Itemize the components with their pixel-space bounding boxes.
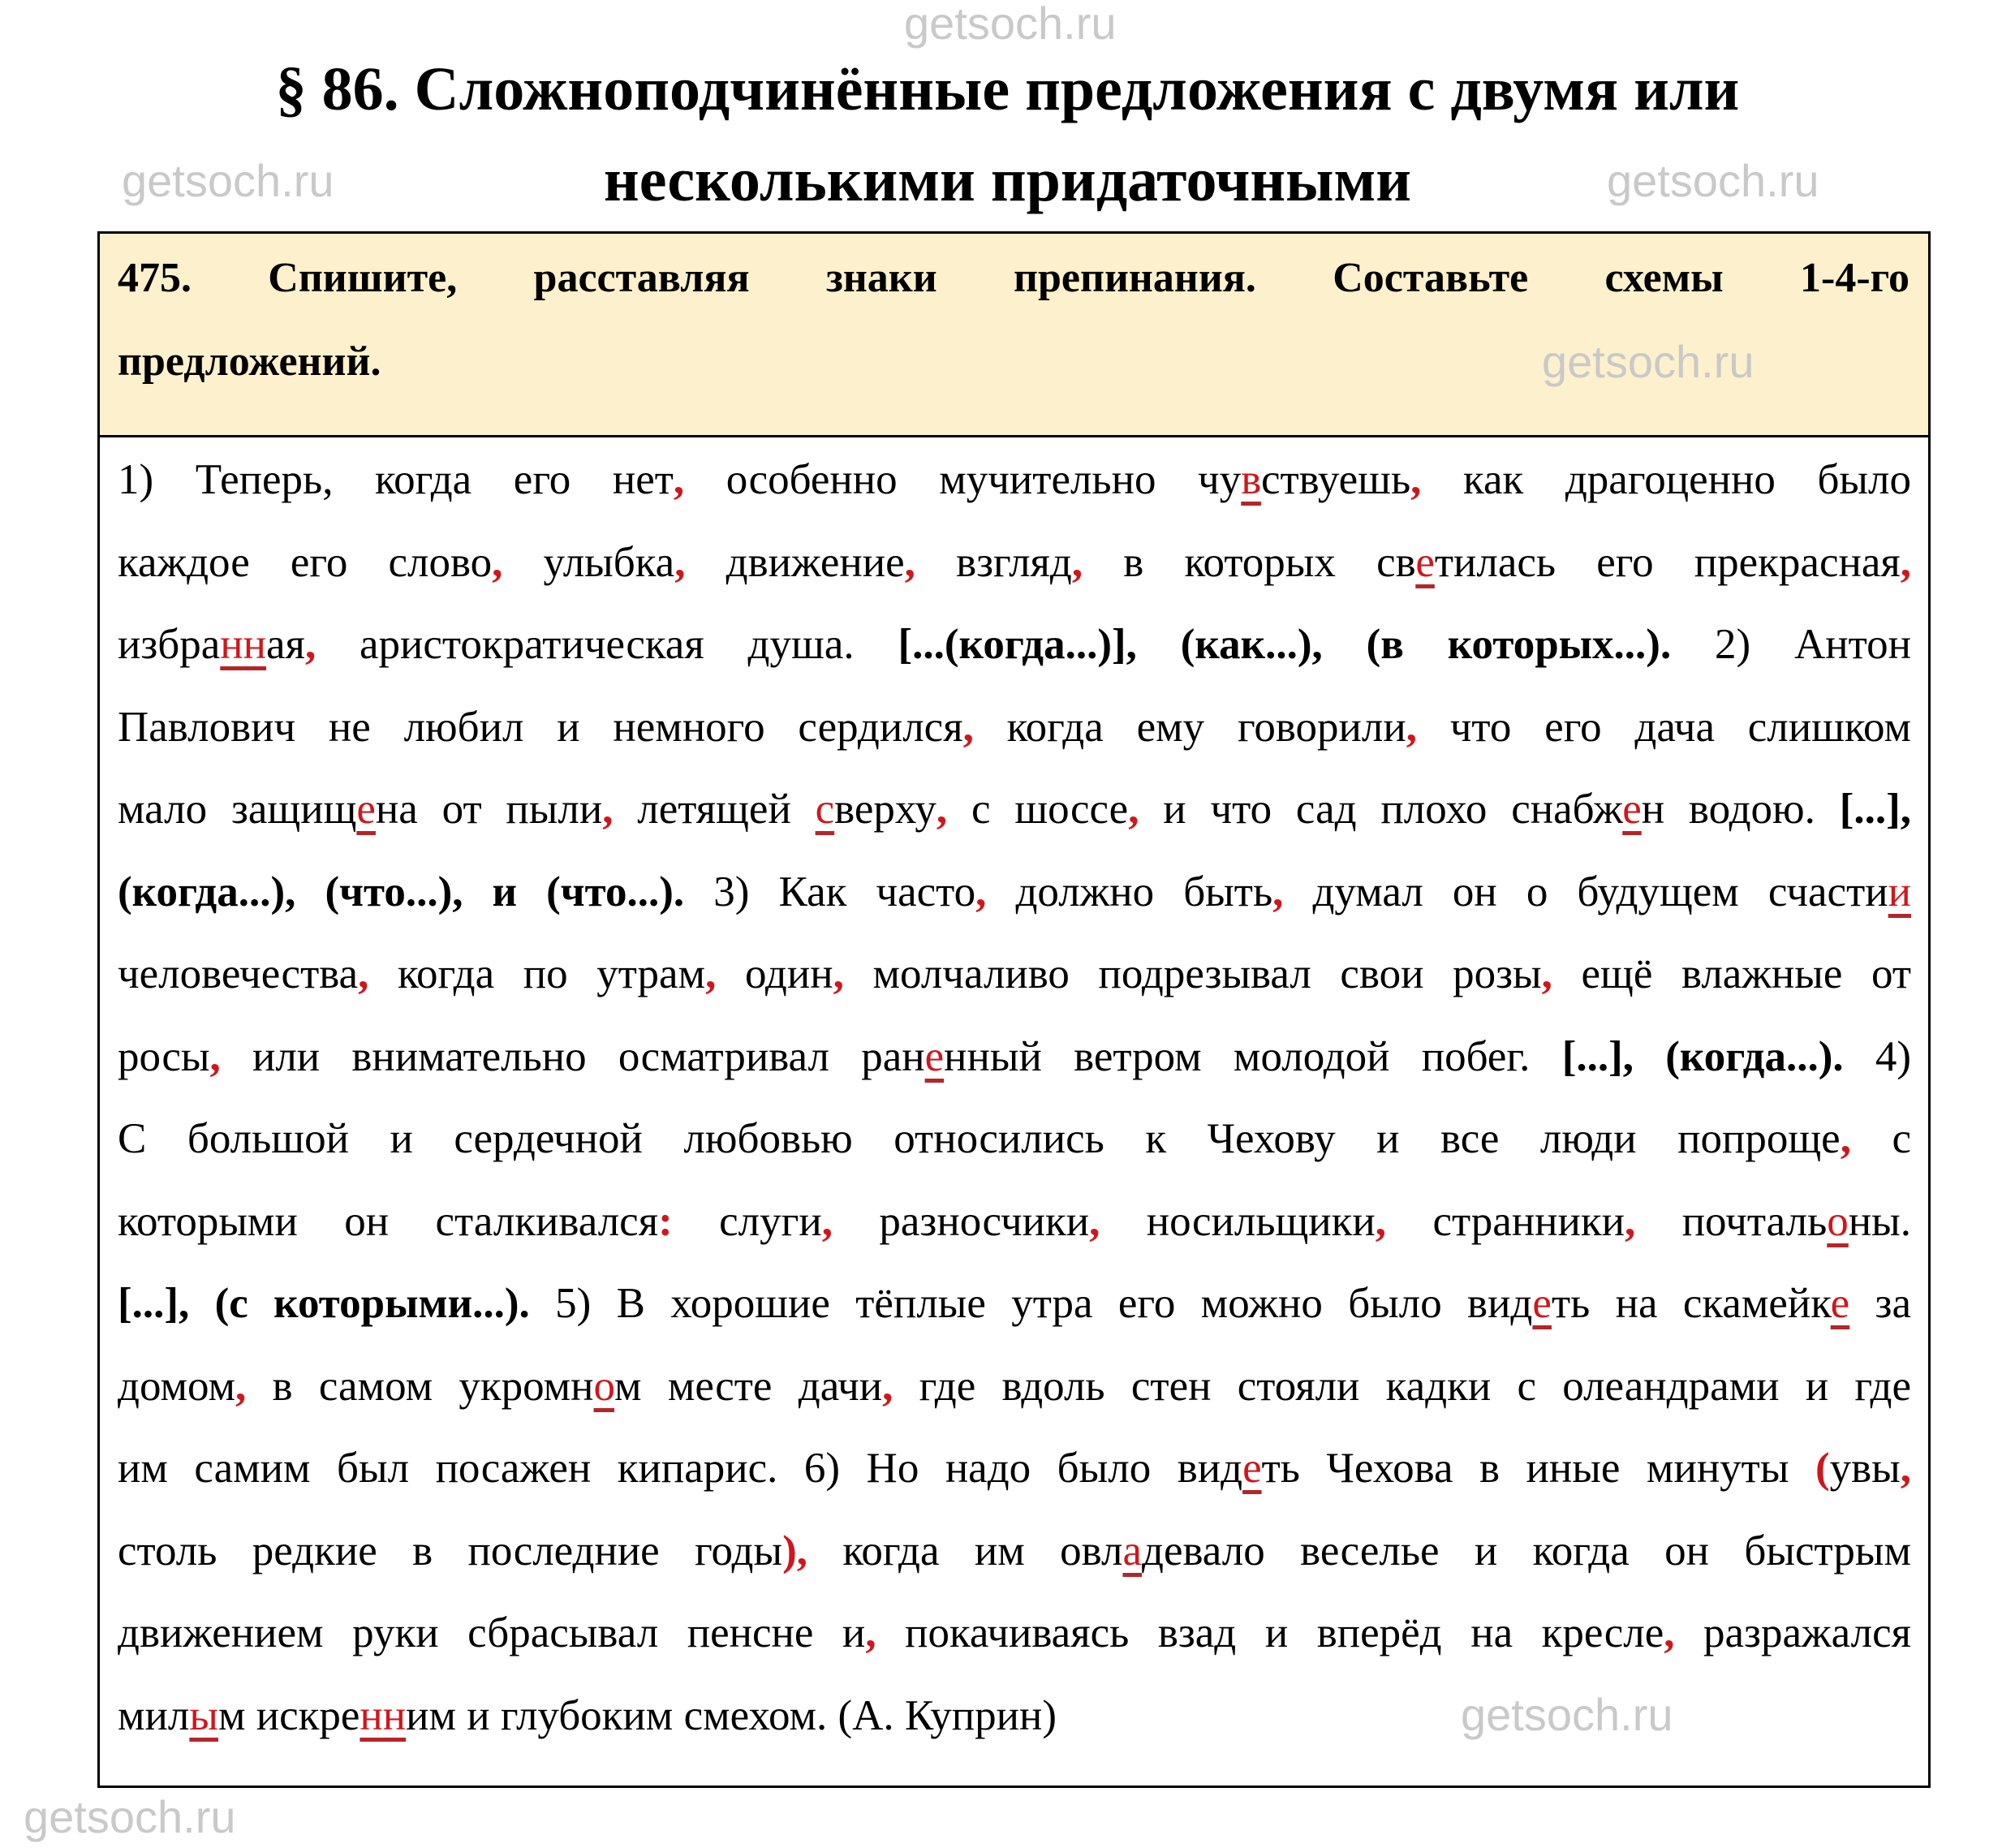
text-line [118,439,1911,522]
scheme-segment: [...], [1839,786,1912,833]
text-segment: с шоссе [947,786,1129,833]
text-segment: им и глубоким смехом. (А. Куприн) [406,1691,1057,1739]
corrected-letter: е [356,786,376,833]
text-line [118,1263,1911,1346]
text-segment: и что сад плохо снабж [1139,786,1623,833]
text-segment: верху [834,786,936,833]
text-segment: С большой и сердечной любовью относились к Чехову и все люди попроще [118,1115,1841,1162]
text-segment: один [716,950,833,997]
text-line [118,1675,1057,1758]
text-segment: Павлович не любил и немного сердился [118,703,963,751]
watermark: getsoch.ru [24,1791,236,1842]
text-segment: домом [118,1362,236,1410]
text-segment: нный ветром молодой побег. [944,1032,1562,1080]
text-segment: которыми он сталкивался [118,1197,659,1245]
inserted-punctuation: , [1664,1609,1675,1656]
text-segment: в которых св [1083,538,1416,586]
inserted-punctuation: , [674,538,686,586]
text-segment: улыбка [502,538,675,586]
text-line [118,1510,1911,1593]
text-line [118,933,1911,1016]
inserted-punctuation: , [304,621,316,668]
watermark: getsoch.ru [122,155,334,206]
scheme-segment: (когда...), (что...), и (что...). [118,868,685,915]
inserted-punctuation: , [821,1197,833,1245]
inserted-punctuation: , [235,1362,247,1410]
page-title-line-1: § 86. Сложноподчинённые предложения с двумя или [275,55,1740,123]
corrected-letter: е [1622,786,1642,833]
text-segment: увы [1829,1445,1901,1492]
text-segment: думал он о будущем счасти [1283,868,1888,915]
exercise-answer-text [118,439,1911,1757]
text-segment: ещё влажные от [1552,950,1911,997]
text-line [118,1016,1911,1099]
text-segment: когда им овл [807,1527,1123,1574]
text-segment: носильщики [1100,1197,1376,1245]
corrected-letter: о [593,1362,615,1410]
text-segment: разносчики [832,1197,1090,1245]
inserted-punctuation: , [1410,456,1422,503]
text-line [118,604,1911,687]
text-segment: каждое его слово [118,538,493,586]
corrected-letter: а [1122,1527,1142,1574]
text-segment: молчаливо подрезывал свои розы [843,950,1542,997]
text-segment: 4) [1843,1032,1912,1080]
inserted-punctuation: , [705,950,717,997]
text-line [118,769,1911,851]
corrected-letter: е [924,1032,945,1080]
text-segment: где вдоль стен стояли кадки с олеандрами и где [893,1362,1911,1410]
inserted-punctuation: , [975,868,987,915]
text-line [118,522,1911,605]
text-segment: на от пыли [375,786,603,833]
text-segment: когда по утрам [368,950,706,997]
watermark: getsoch.ru [1607,155,1819,206]
scheme-segment: [...(когда...)], (как...), (в которых...). [898,621,1672,668]
inserted-punctuation: , [936,786,948,833]
text-segment: ны. [1848,1197,1911,1245]
inserted-punctuation: , [358,950,369,997]
text-segment: странники [1386,1197,1625,1245]
task-text-line-1: 475. Спишите, расставляя знаки препинания. Составьте схемы 1-4-го [118,255,1910,301]
text-segment: ть Чехова в иные минуты [1261,1445,1815,1492]
text-segment: как драгоценно было [1421,456,1911,503]
text-segment: человечества [118,950,359,997]
text-segment: им самим был посажен кипарис. 6) Но надо было вид [118,1445,1243,1492]
text-segment: особенно мучительно чу [684,456,1242,503]
text-segment: 3) Как часто [684,868,976,915]
inserted-punctuation: , [1375,1197,1387,1245]
corrected-letter: е [1415,538,1435,586]
text-segment: 5) В хорошие тёплые утра его можно было вид [529,1280,1533,1327]
scheme-segment: [...], (с которыми...). [118,1280,530,1327]
text-segment: мил [118,1691,190,1739]
inserted-punctuation: , [882,1362,893,1410]
text-segment: м месте дачи [614,1362,883,1410]
text-segment: или внимательно осматривал ран [220,1032,925,1080]
inserted-punctuation: , [1541,950,1552,997]
task-header [100,234,1928,437]
text-segment: избра [118,621,221,668]
text-segment: девало веселье и когда он быстрым [1141,1527,1911,1574]
text-segment: с [1850,1115,1912,1162]
corrected-letter: в [1241,456,1261,503]
text-segment: движением руки сбрасывал пенсне и [118,1609,866,1656]
corrected-letter: нн [220,621,267,668]
inserted-punctuation: , [1128,786,1139,833]
inserted-punctuation: ( [1815,1445,1830,1492]
inserted-punctuation: , [1089,1197,1100,1245]
text-line [118,687,1911,769]
text-line [118,851,1911,934]
corrected-letter: ы [189,1691,218,1739]
text-segment: аристократическая душа. [316,621,898,668]
task-text-line-2: предложений. [118,338,381,385]
text-line [118,1592,1911,1675]
corrected-letter: о [1827,1197,1849,1245]
inserted-punctuation: , [1272,868,1284,915]
text-segment: слуги [672,1197,822,1245]
text-segment: м искре [217,1691,360,1739]
watermark: getsoch.ru [1542,336,1755,387]
text-segment: тилась его прекрасная [1434,538,1901,586]
inserted-punctuation: , [1900,538,1911,586]
text-line [118,1181,1911,1264]
text-segment: когда ему говорили [973,703,1406,751]
inserted-punctuation: , [833,950,844,997]
corrected-letter: нн [360,1691,407,1739]
watermark: getsoch.ru [1461,1689,1673,1740]
inserted-punctuation: , [865,1609,876,1656]
inserted-punctuation: , [1625,1197,1636,1245]
text-segment: 2) Антон [1671,621,1911,668]
inserted-punctuation: , [1406,703,1417,751]
text-segment: н водою. [1641,786,1840,833]
corrected-letter: е [1532,1280,1552,1327]
inserted-punctuation: , [904,538,915,586]
inserted-punctuation: , [1071,538,1083,586]
text-segment: должно быть [986,868,1273,915]
watermark: getsoch.ru [904,0,1117,49]
text-segment: покачиваясь взад и вперёд на кресле [876,1609,1664,1656]
inserted-punctuation: , [492,538,503,586]
text-segment: в самом укромн [246,1362,594,1410]
corrected-letter: е [1242,1445,1262,1492]
inserted-punctuation: , [602,786,614,833]
text-segment: ствуешь [1260,456,1411,503]
corrected-letter: с [815,786,835,833]
text-segment: почталь [1635,1197,1828,1245]
text-segment: 1) Теперь, когда его нет [118,456,674,503]
inserted-punctuation: ), [782,1527,807,1574]
inserted-punctuation: , [209,1032,221,1080]
inserted-punctuation: , [1900,1445,1912,1492]
text-segment: мало защищ [118,786,357,833]
text-segment: ая [266,621,305,668]
text-segment: росы [118,1032,210,1080]
page-title-line-2: несколькими придаточными [603,146,1412,214]
text-line [118,1098,1911,1181]
corrected-letter: и [1888,868,1911,915]
inserted-punctuation: : [658,1197,673,1245]
exercise-box [97,231,1931,1788]
text-segment: движение [685,538,905,586]
inserted-punctuation: , [673,456,685,503]
corrected-letter: е [1830,1280,1850,1327]
scheme-segment: [...], (когда...). [1561,1032,1844,1080]
text-segment: за [1849,1280,1911,1327]
text-segment: взгляд [915,538,1072,586]
text-segment: ть на скамейк [1551,1280,1831,1327]
inserted-punctuation: , [1840,1115,1851,1162]
text-line [118,1346,1911,1428]
text-segment: что его дача слишком [1416,703,1911,751]
text-line [118,1428,1911,1510]
text-segment: летящей [613,786,816,833]
inserted-punctuation: , [962,703,974,751]
text-segment: столь редкие в последние годы [118,1527,783,1574]
text-segment: разражался [1674,1609,1911,1656]
